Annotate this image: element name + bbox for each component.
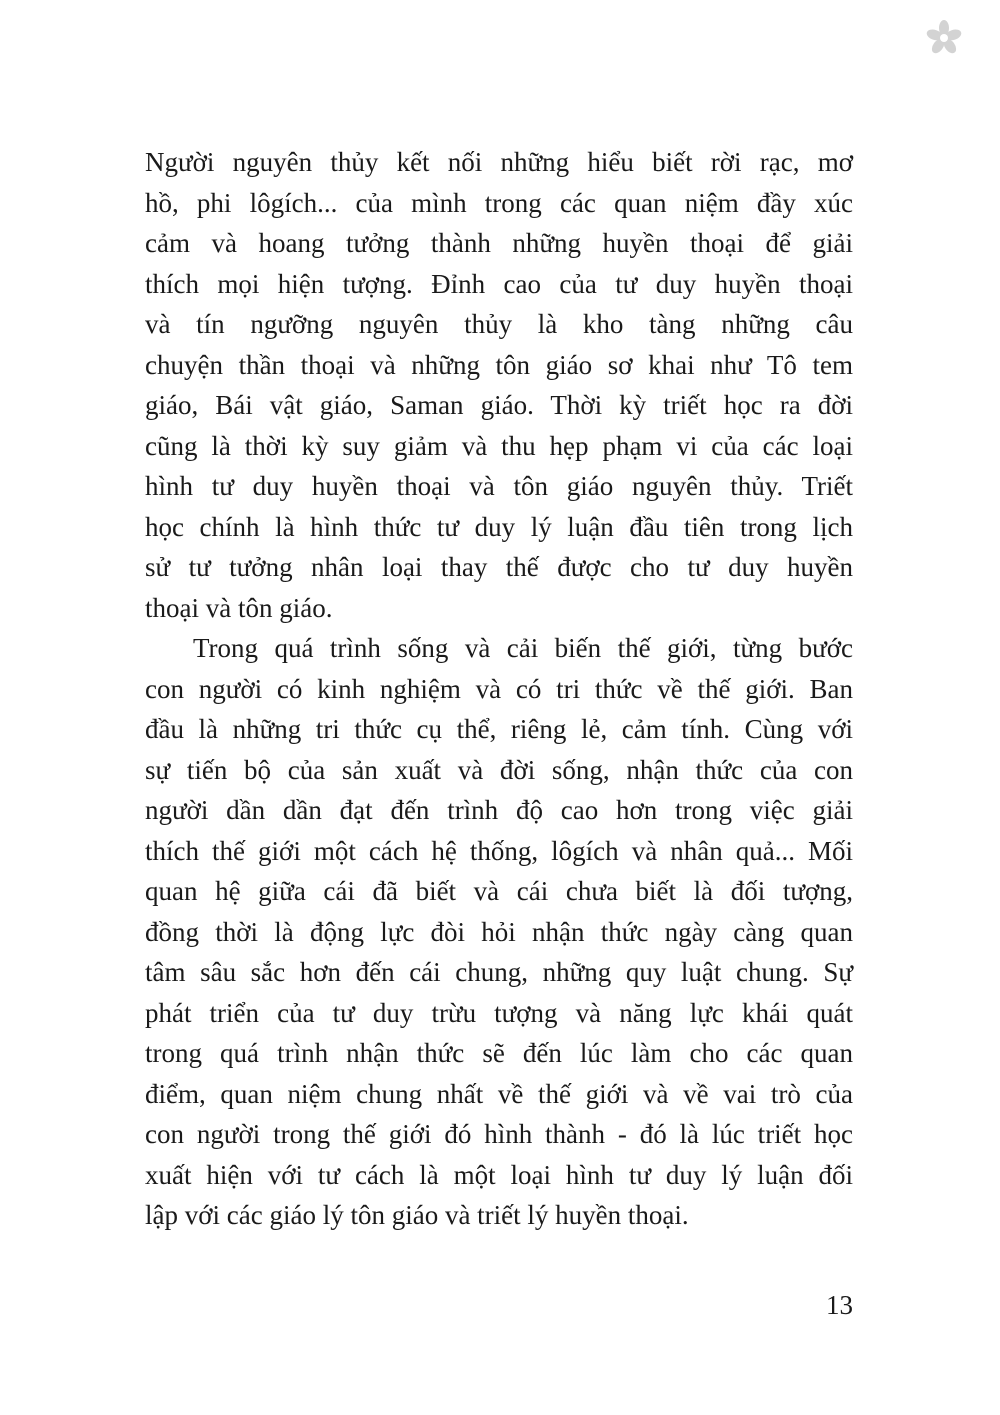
text-line: cảm và hoang tưởng thành những huyền thoại để giải [145,228,853,258]
text-line: sự tiến bộ của sản xuất và đời sống, nhận thức của con [145,754,853,785]
text-line: và tín ngưỡng nguyên thủy là kho tàng những câu [145,309,853,339]
text-line: Người nguyên thủy kết nối những hiểu biết rời rạc, mơ [145,147,853,177]
text-line: tâm sâu sắc hơn đến cái chung, những quy luật chung. Sự [145,957,853,987]
text-line: hồ, phi lôgích... của mình trong các quan niệm đầy xúc [145,187,853,218]
text-line: người dần dần đạt đến trình độ cao hơn trong việc giải [145,795,853,825]
text-line: hình tư duy huyền thoại và tôn giáo nguyên thủy. Triết [145,471,853,501]
text-line: xuất hiện với tư cách là một loại hình tư duy lý luận đối [145,1159,853,1190]
text-line: thoại và tôn giáo. [145,592,333,623]
text-line: giáo, Bái vật giáo, Saman giáo. Thời kỳ triết học ra đời [145,390,853,420]
text-line: điểm, quan niệm chung nhất về thế giới và về vai trò của [145,1078,853,1109]
text-line: học chính là hình thức tư duy lý luận đầu tiên trong lịch [145,511,853,542]
paragraph [145,628,853,1236]
text-line: quan hệ giữa cái đã biết và cái chưa biết là đối tượng, [145,876,853,906]
text-line: phát triển của tư duy trừu tượng và năng lực khái quát [145,997,853,1028]
text-line: Trong quá trình sống và cải biến thế giới, từng bước [193,633,853,663]
text-line: con người có kinh nghiệm và có tri thức về thế giới. Ban [145,673,853,704]
text-line: đầu là những tri thức cụ thể, riêng lẻ, cảm tính. Cùng với [145,714,853,744]
text-line: thích thế giới một cách hệ thống, lôgích và nhân quả... Mối [145,835,853,866]
text-line: đồng thời là động lực đòi hỏi nhận thức ngày càng quan [145,916,853,947]
text-line: sử tư tưởng nhân loại thay thế được cho tư duy huyền [145,552,853,582]
text-line: cũng là thời kỳ suy giảm và thu hẹp phạm vi của các loại [145,430,853,461]
flower-emblem-icon [926,20,962,56]
body-text [145,142,853,1236]
text-line: thích mọi hiện tượng. Đỉnh cao của tư duy huyền thoại [145,268,853,299]
text-line: trong quá trình nhận thức sẽ đến lúc làm cho các quan [145,1038,853,1068]
text-line: chuyện thần thoại và những tôn giáo sơ khai như Tô tem [145,349,853,380]
text-line: lập với các giáo lý tôn giáo và triết lý huyền thoại. [145,1200,689,1230]
page-number: 13 [826,1290,853,1320]
paragraph [145,142,853,628]
text-line: con người trong thế giới đó hình thành - đó là lúc triết học [145,1119,853,1149]
